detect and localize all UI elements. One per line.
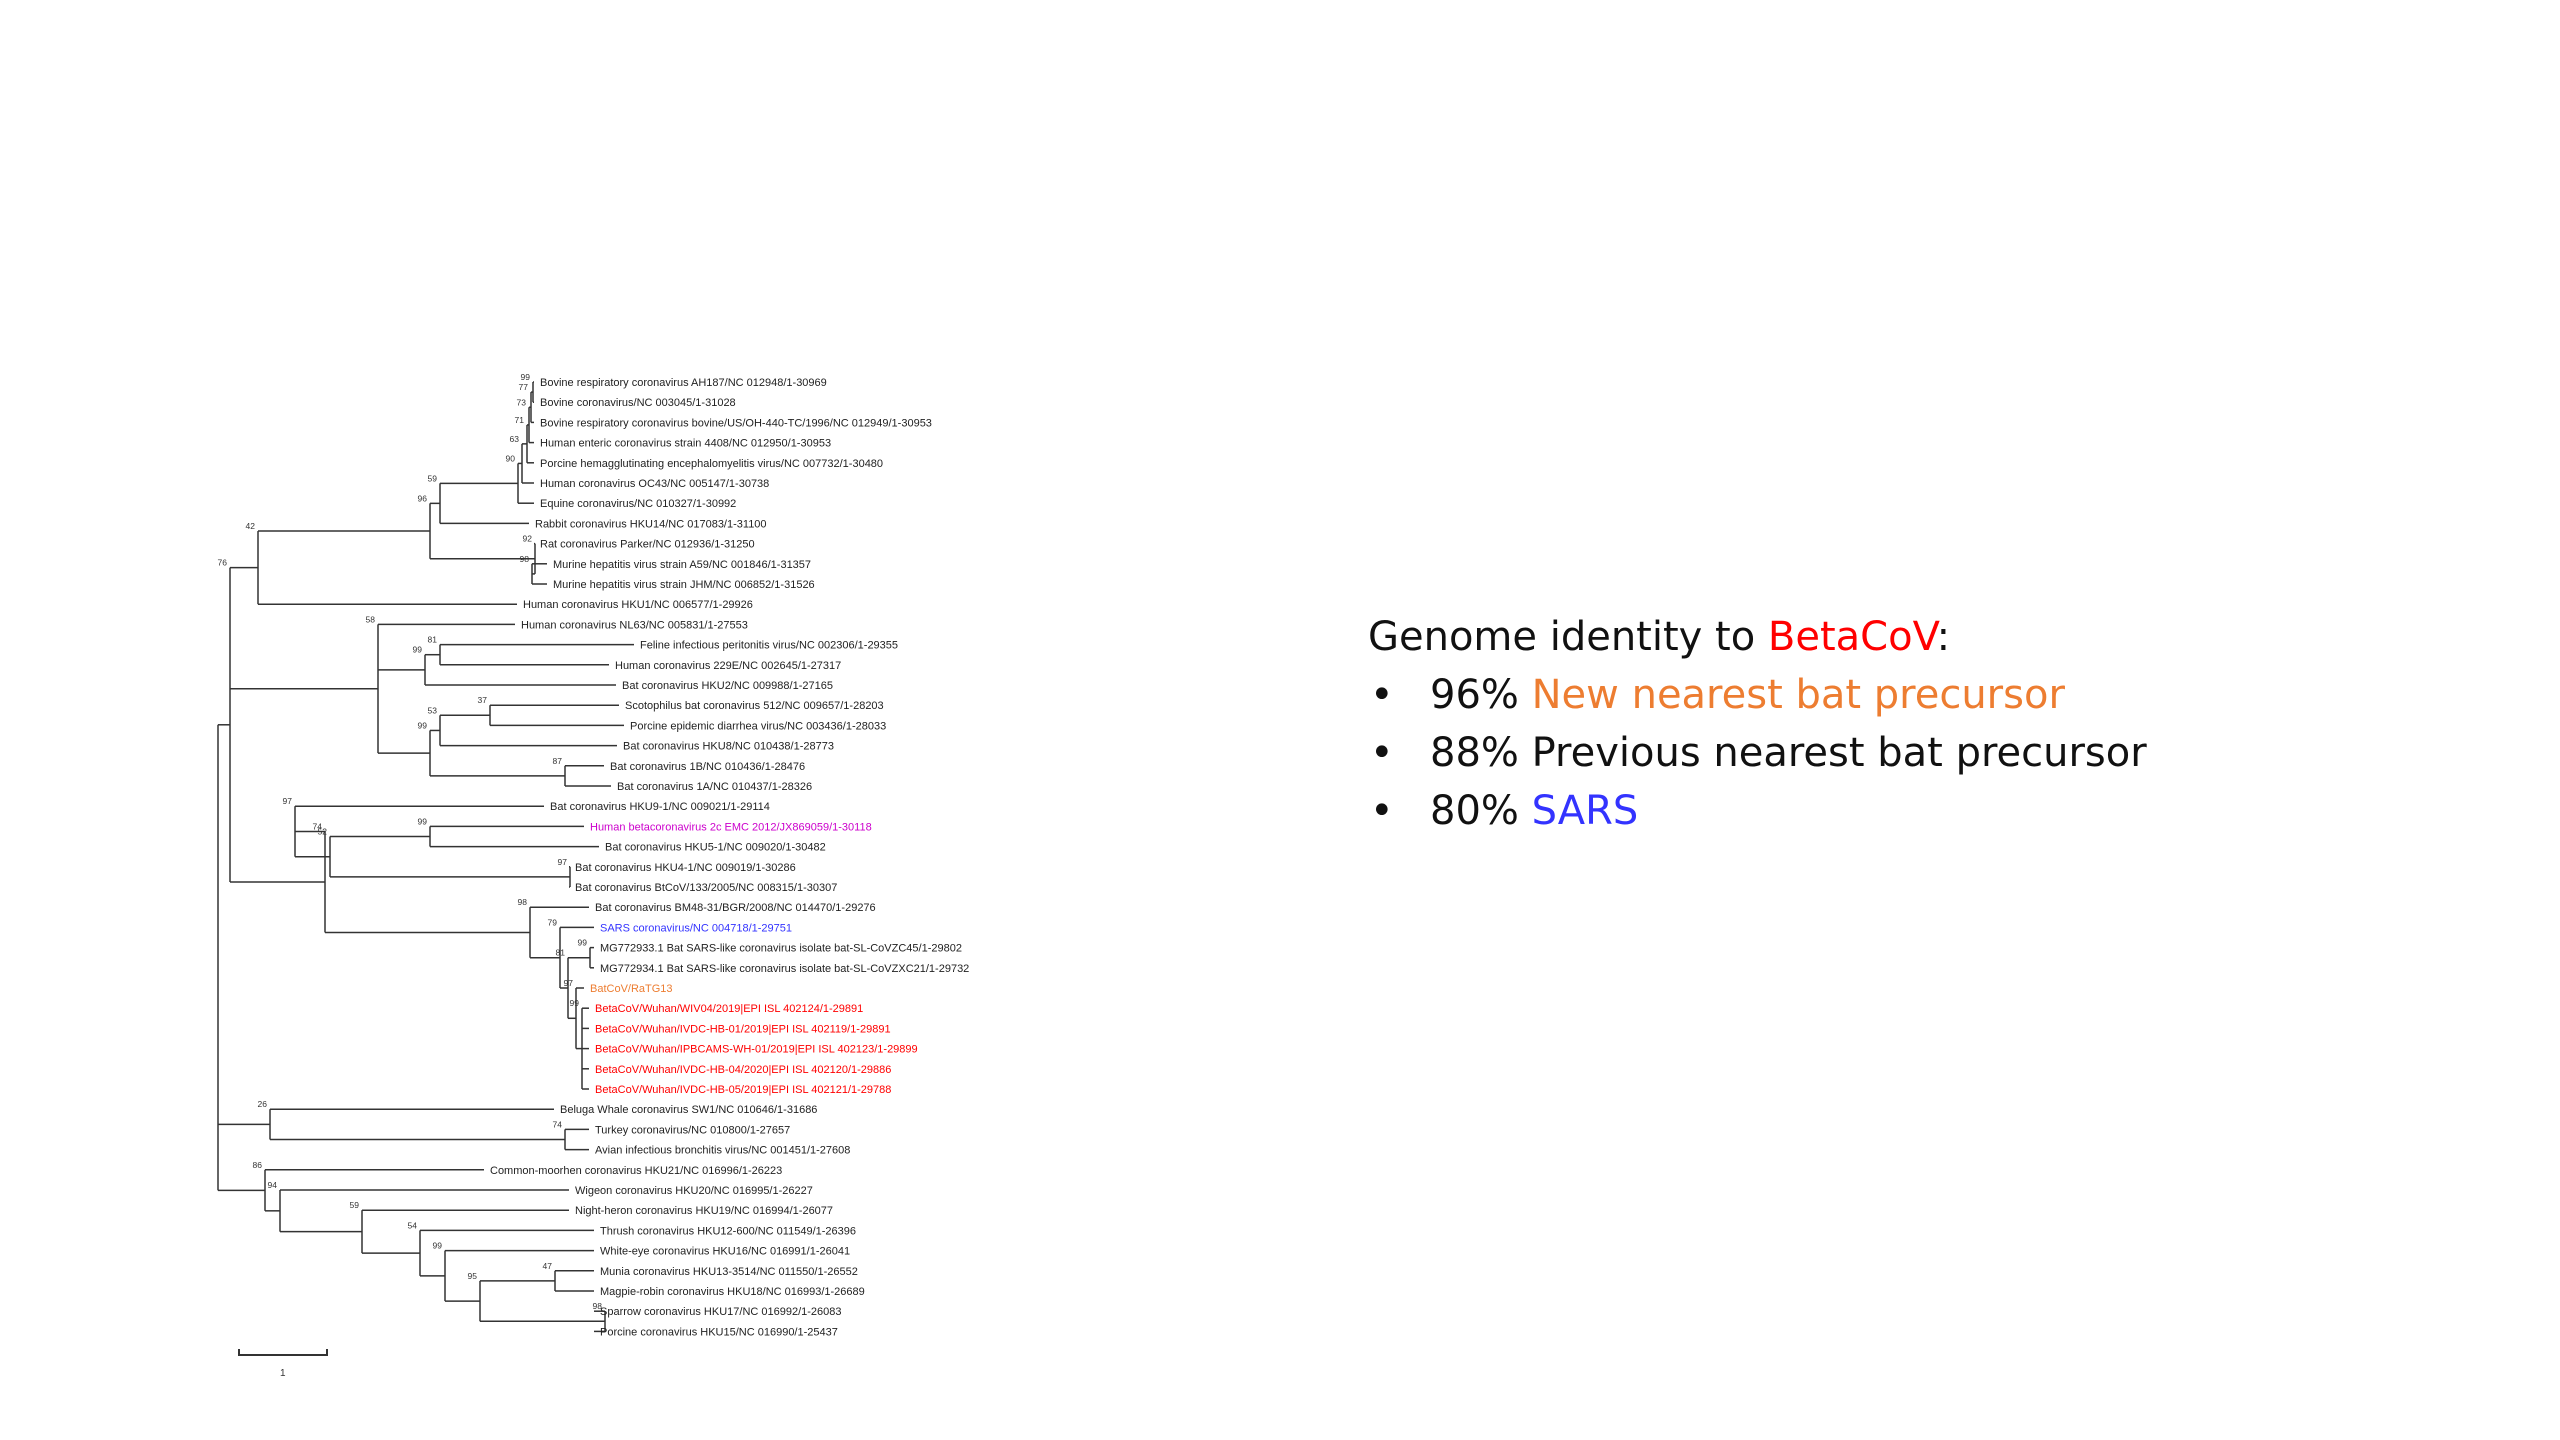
leaf-label: Human coronavirus 229E/NC 002645/1-27317 — [615, 659, 842, 672]
identity-item — [1368, 724, 2147, 782]
bootstrap-value: 95 — [467, 1270, 477, 1281]
leaf-label: MG772933.1 Bat SARS-like coronavirus isolate bat-SL-CoVZC45/1-29802 — [600, 942, 962, 955]
identity-item — [1368, 666, 2147, 724]
scale-bar-tick-left — [238, 1349, 240, 1356]
bootstrap-value: 97 — [563, 978, 573, 988]
leaf-label: Equine coronavirus/NC 010327/1-30992 — [540, 498, 737, 511]
leaf-label: BetaCoV/Wuhan/IVDC-HB-04/2020|EPI ISL 402120/1-29886 — [595, 1063, 892, 1076]
bootstrap-value: 94 — [267, 1180, 277, 1190]
leaf-label: Rat coronavirus Parker/NC 012936/1-31250 — [540, 538, 755, 551]
identity-percent: 88% — [1430, 730, 1519, 776]
leaf-label: Human betacoronavirus 2c EMC 2012/JX869059/1-30118 — [590, 821, 872, 834]
identity-label: Previous nearest bat precursor — [1531, 730, 2147, 776]
leaf-label: White-eye coronavirus HKU16/NC 016991/1-26041 — [600, 1245, 851, 1258]
leaf-label: Human coronavirus OC43/NC 005147/1-30738 — [540, 478, 770, 490]
leaf-label: Turkey coronavirus/NC 010800/1-27657 — [595, 1124, 791, 1137]
bootstrap-value: 90 — [505, 453, 515, 464]
phylogenetic-tree — [0, 0, 1200, 1440]
bullet-icon: • — [1370, 788, 1394, 834]
leaf-label: Bovine respiratory coronavirus bovine/US/OH-440-TC/1996/NC 012949/1-30953 — [540, 417, 932, 430]
leaf-label: Human enteric coronavirus strain 4408/NC 012950/1-30953 — [540, 437, 832, 450]
bootstrap-value: 59 — [427, 473, 437, 484]
leaf-label: Avian infectious bronchitis virus/NC 001451/1-27608 — [595, 1144, 851, 1157]
bootstrap-value: 74 — [312, 821, 322, 832]
bootstrap-value: 99 — [412, 644, 422, 655]
identity-label: SARS — [1531, 788, 1639, 834]
heading-suffix: : — [1936, 614, 1951, 660]
leaf-label: SARS coronavirus/NC 004718/1-29751 — [600, 922, 793, 935]
bootstrap-value: 54 — [407, 1220, 417, 1231]
leaf-label: Wigeon coronavirus HKU20/NC 016995/1-26227 — [575, 1185, 813, 1197]
leaf-label: Human coronavirus HKU1/NC 006577/1-29926 — [523, 599, 753, 612]
bootstrap-value: 73 — [516, 397, 526, 408]
heading-betacov: BetaCoV — [1767, 614, 1937, 660]
bootstrap-value: 53 — [427, 705, 437, 716]
bootstrap-value: 86 — [252, 1159, 262, 1170]
bootstrap-value: 97 — [557, 856, 567, 867]
bootstrap-value: 47 — [542, 1260, 552, 1271]
leaf-label: Murine hepatitis virus strain JHM/NC 006852/1-31526 — [553, 579, 815, 591]
leaf-label: Rabbit coronavirus HKU14/NC 017083/1-31100 — [535, 518, 767, 531]
bootstrap-value: 98 — [517, 897, 527, 908]
bullet-icon: • — [1370, 730, 1394, 776]
bootstrap-value: 96 — [417, 493, 427, 504]
leaf-label: Sparrow coronavirus HKU17/NC 016992/1-26083 — [600, 1306, 842, 1319]
leaf-label: Bovine respiratory coronavirus AH187/NC 012948/1-30969 — [540, 377, 827, 389]
genome-identity-panel — [1368, 608, 2147, 840]
leaf-label: Bat coronavirus HKU4-1/NC 009019/1-30286 — [575, 861, 796, 874]
heading-prefix: Genome identity to — [1368, 614, 1768, 660]
leaf-label: Beluga Whale coronavirus SW1/NC 010646/1-31686 — [560, 1104, 818, 1117]
scale-bar-tick-right — [326, 1349, 328, 1356]
bootstrap-value: 99 — [520, 372, 530, 382]
bullet-icon: • — [1370, 672, 1394, 718]
leaf-label: Human coronavirus NL63/NC 005831/1-27553 — [521, 619, 748, 632]
bootstrap-value: 98 — [592, 1301, 602, 1312]
bootstrap-value: 81 — [555, 947, 565, 958]
bootstrap-value: 79 — [547, 917, 557, 928]
leaf-label: BetaCoV/Wuhan/IVDC-HB-05/2019|EPI ISL 402121/1-29788 — [595, 1084, 892, 1096]
bootstrap-value: 58 — [365, 614, 375, 625]
bootstrap-value: 99 — [432, 1240, 442, 1251]
leaf-label: Bat coronavirus HKU2/NC 009988/1-27165 — [622, 680, 833, 692]
leaf-label: Bat coronavirus HKU5-1/NC 009020/1-30482 — [605, 841, 826, 854]
leaf-label: Munia coronavirus HKU13-3514/NC 011550/1-26552 — [600, 1265, 858, 1278]
identity-percent: 96% — [1430, 672, 1519, 718]
bootstrap-value: 37 — [477, 695, 487, 706]
identity-item — [1368, 782, 2147, 840]
leaf-label: BetaCoV/Wuhan/IPBCAMS-WH-01/2019|EPI ISL 402123/1-29899 — [595, 1043, 918, 1056]
bootstrap-value: 77 — [518, 382, 528, 393]
bootstrap-value: 74 — [552, 1119, 562, 1130]
bootstrap-value: 81 — [427, 634, 437, 645]
scale-bar-label: 1 — [280, 1368, 286, 1379]
bootstrap-value: 52 — [317, 826, 327, 837]
leaf-label: Magpie-robin coronavirus HKU18/NC 016993/1-26689 — [600, 1286, 865, 1298]
leaf-label: MG772934.1 Bat SARS-like coronavirus isolate bat-SL-CoVZXC21/1-29732 — [600, 962, 970, 975]
scale-bar-line — [238, 1354, 328, 1356]
bootstrap-value: 99 — [569, 998, 579, 1009]
bootstrap-value: 98 — [519, 553, 529, 564]
bootstrap-value: 63 — [509, 433, 519, 444]
leaf-label: Bovine coronavirus/NC 003045/1-31028 — [540, 397, 736, 410]
identity-label: New nearest bat precursor — [1531, 672, 2065, 718]
bootstrap-value: 59 — [349, 1200, 359, 1211]
identity-list — [1368, 666, 2147, 840]
leaf-label: BetaCoV/Wuhan/WIV04/2019|EPI ISL 402124/1-29891 — [595, 1003, 864, 1016]
identity-percent: 80% — [1430, 788, 1519, 834]
leaf-label: Feline infectious peritonitis virus/NC 002306/1-29355 — [640, 639, 899, 652]
bootstrap-value: 99 — [417, 816, 427, 827]
leaf-label: BetaCoV/Wuhan/IVDC-HB-01/2019|EPI ISL 402119/1-29891 — [595, 1023, 891, 1036]
bootstrap-value: 26 — [257, 1099, 267, 1110]
bootstrap-value: 76 — [217, 557, 227, 568]
bootstrap-value: 42 — [245, 521, 255, 532]
leaf-label: Bat coronavirus HKU8/NC 010438/1-28773 — [623, 740, 834, 753]
leaf-label: Porcine epidemic diarrhea virus/NC 003436/1-28033 — [630, 720, 887, 733]
leaf-label: Bat coronavirus 1B/NC 010436/1-28476 — [610, 760, 806, 773]
leaf-label: Thrush coronavirus HKU12-600/NC 011549/1-26396 — [600, 1225, 856, 1238]
leaf-label: BatCoV/RaTG13 — [590, 983, 673, 995]
leaf-label: Bat coronavirus BtCoV/133/2005/NC 008315/1-30307 — [575, 882, 838, 894]
leaf-label: Scotophilus bat coronavirus 512/NC 009657/1-28203 — [625, 700, 884, 713]
bootstrap-value: 87 — [552, 755, 562, 766]
leaf-label: Porcine coronavirus HKU15/NC 016990/1-25437 — [600, 1326, 838, 1339]
bootstrap-value: 99 — [577, 937, 587, 948]
leaf-label: Bat coronavirus BM48-31/BGR/2008/NC 014470/1-29276 — [595, 902, 876, 915]
leaf-label: Common-moorhen coronavirus HKU21/NC 016996/1-26223 — [490, 1164, 783, 1177]
leaf-label: Night-heron coronavirus HKU19/NC 016994/1-26077 — [575, 1205, 834, 1218]
leaf-label: Porcine hemagglutinating encephalomyelitis virus/NC 007732/1-30480 — [540, 457, 884, 470]
leaf-label: Murine hepatitis virus strain A59/NC 001846/1-31357 — [553, 558, 812, 571]
bootstrap-value: 92 — [522, 533, 532, 544]
leaf-label: Bat coronavirus HKU9-1/NC 009021/1-29114 — [550, 801, 770, 814]
bootstrap-value: 71 — [514, 414, 524, 425]
bootstrap-value: 99 — [417, 720, 427, 731]
panel-heading — [1368, 608, 2147, 666]
bootstrap-value: 97 — [282, 796, 292, 807]
leaf-label: Bat coronavirus 1A/NC 010437/1-28326 — [617, 781, 813, 793]
